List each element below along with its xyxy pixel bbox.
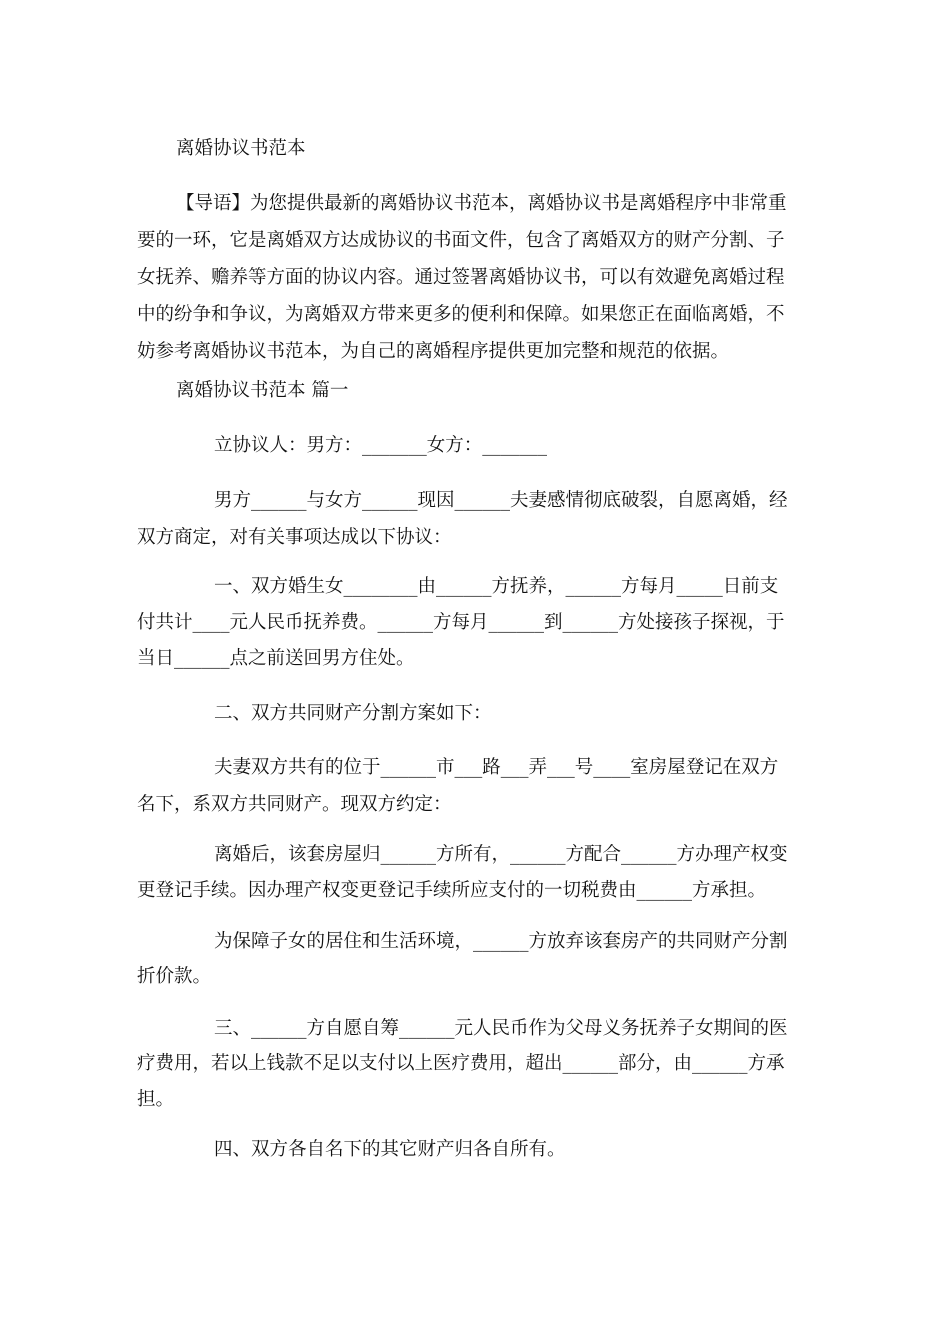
clause-2-children-line-1: 为保障子女的居住和生活环境，______方放弃该套房产的共同财产分割 [214, 931, 788, 952]
clause-2-children-line-2: 折价款。 [137, 966, 212, 987]
clause-1-line-3: 当日______点之前送回男方住处。 [137, 648, 415, 669]
intro-line-3: 女抚养、赡养等方面的协议内容。通过签署离婚协议书，可以有效避免离婚过程 [137, 267, 785, 288]
clause-2-heading: 二、双方共同财产分割方案如下： [214, 703, 492, 724]
clause-2-house-line-2: 名下，系双方共同财产。现双方约定： [137, 794, 452, 815]
clause-1-line-1: 一、双方婚生女________由______方抚养，______方每月_____日前支 [214, 576, 779, 597]
parties-line: 立协议人：男方：_______女方：_______ [214, 435, 548, 456]
clause-2-house-line-1: 夫妻双方共有的位于______市___路___弄___号____室房屋登记在双方 [214, 757, 779, 778]
clause-4-line: 四、双方各自名下的其它财产归各自所有。 [214, 1139, 566, 1160]
clause-3-line-1: 三、______方自愿自筹______元人民币作为父母义务抚养子女期间的医 [214, 1018, 788, 1039]
intro-line-2: 要的一环，它是离婚双方达成协议的书面文件，包含了离婚双方的财产分割、子 [137, 230, 785, 251]
clause-2-after-line-1: 离婚后，该套房屋归______方所有，______方配合______方办理产权变 [214, 844, 788, 865]
clause-2-after-line-2: 更登记手续。因办理产权变更登记手续所应支付的一切税费由______方承担。 [137, 880, 767, 901]
section-heading: 离婚协议书范本 篇一 [176, 380, 349, 401]
intro-line-5: 妨参考离婚协议书范本，为自己的离婚程序提供更加完整和规范的依据。 [137, 341, 730, 362]
para-intro-line-2: 双方商定，对有关事项达成以下协议： [137, 527, 452, 548]
clause-1-line-2: 付共计____元人民币抚养费。______方每月______到______方处接孩子探视，于 [137, 612, 785, 633]
para-intro-line-1: 男方______与女方______现因______夫妻感情彻底破裂，自愿离婚，经 [214, 490, 788, 511]
document-title: 离婚协议书范本 [176, 138, 306, 159]
clause-3-line-3: 担。 [137, 1089, 175, 1110]
intro-line-1: 【导语】为您提供最新的离婚协议书范本，离婚协议书是离婚程序中非常重 [176, 193, 787, 214]
clause-3-line-2: 疗费用，若以上钱款不足以支付以上医疗费用，超出______部分，由______方承 [137, 1053, 785, 1074]
intro-line-4: 中的纷争和争议，为离婚双方带来更多的便利和保障。如果您正在面临离婚，不 [137, 304, 785, 325]
